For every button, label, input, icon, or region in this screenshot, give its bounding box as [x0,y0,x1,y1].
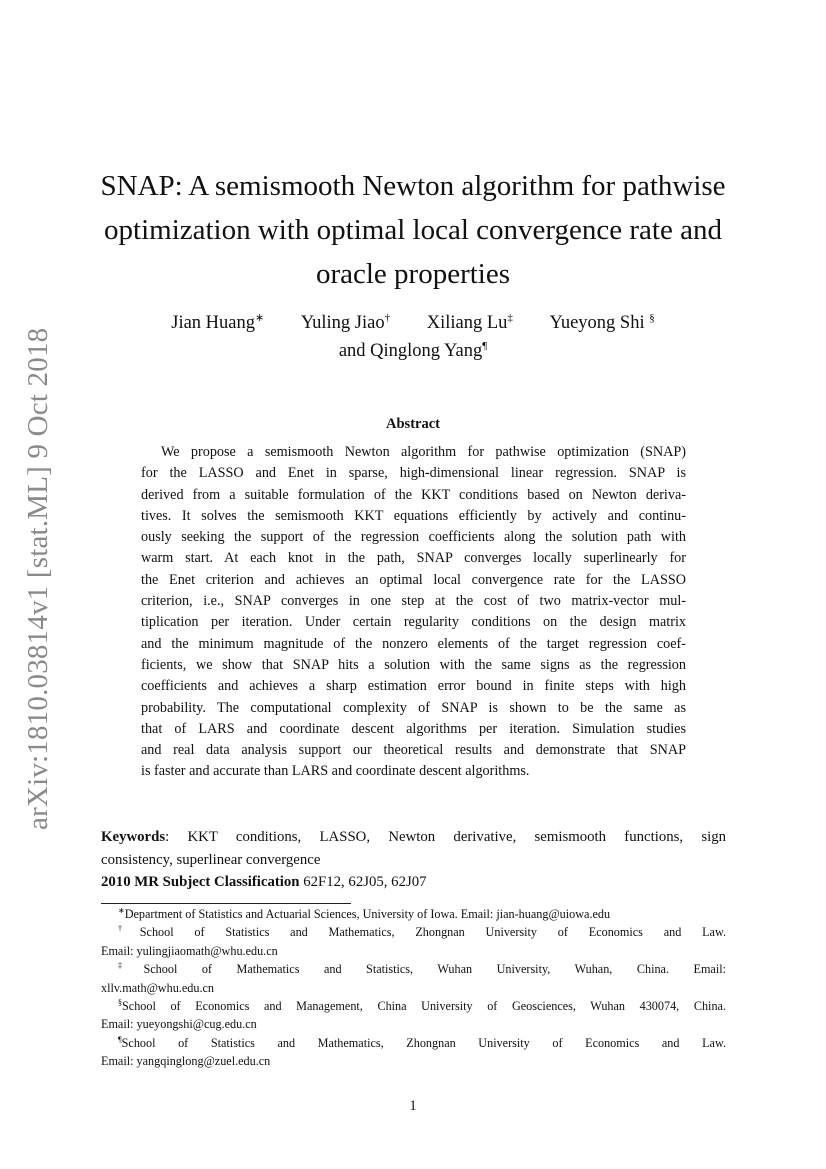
footnote-affiliation-2: †School of Statistics and Mathematics, Zhongnan University of Economics and Law. [118,924,726,940]
abstract-line: We propose a semismooth Newton algorithm for pathwise optimization (SNAP) [161,444,686,460]
abstract-line: tives. It solves the semismooth KKT equations efficiently by actively and continu- [141,507,686,524]
abstract-line: and the minimum magnitude of the nonzero elements of the target regression coef- [141,635,686,652]
keywords-list: : KKT conditions, LASSO, Newton derivative, semismooth functions, sign [165,829,726,845]
abstract-line: ously seeking the support of the regression coefficients along the solution path with [141,529,686,546]
abstract-line: probability. The computational complexity of SNAP is shown to be the same as [141,699,686,716]
title-line: oracle properties [315,258,511,290]
footnote-affiliation-1: ∗Department of Statistics and Actuarial Sciences, University of Iowa. Email: jian-huang@uiowa.edu [118,905,611,921]
author-jian-huang: Jian Huang∗ [171,311,265,333]
msc-codes: 62F12, 62J05, 62J07 [299,874,427,890]
keywords-section [101,826,726,872]
footnote-affiliation-4: §School of Economics and Management, China University of Geosciences, Wuhan 430074, China. [118,997,726,1014]
keywords-label: Keywords [101,829,166,845]
footnote-affiliation-3: ‡School of Mathematics and Statistics, Wuhan University, Wuhan, China. Email: [118,961,726,977]
footnotes [101,905,726,1071]
arxiv-identifier-stamp: arXiv:1810.03814v1 [stat.ML] 9 Oct 2018 [21,327,54,830]
abstract-line: coefficients and achieves a sharp estimation error bound in finite steps with high [141,678,686,695]
abstract-text [141,442,686,783]
title-line: optimization with optimal local convergence rate and [104,214,722,246]
abstract-heading: Abstract [386,416,440,432]
footnote-email-2: Email: yulingjiaomath@whu.edu.cn [101,943,278,958]
author-list [90,309,736,365]
paper-title [90,164,736,296]
footnote-email-3: xllv.math@whu.edu.cn [101,980,214,995]
author-qinglong-yang: and Qinglong Yang¶ [338,339,488,361]
abstract-line: ficients, we show that SNAP hits a solution with the same signs as the regression [141,656,686,673]
msc-classification [101,874,427,891]
title-line: SNAP: A semismooth Newton algorithm for pathwise [100,170,726,202]
msc-label: 2010 MR Subject Classification [101,874,300,890]
abstract-line: and real data analysis support our theoretical results and demonstrate that SNAP [141,742,686,759]
footnote-divider [101,903,351,904]
abstract-line: is faster and accurate than LARS and coordinate descent algorithms. [141,763,530,780]
author-yuling-jiao: Yuling Jiao† [300,311,391,333]
footnote-affiliation-5: ¶School of Statistics and Mathematics, Zhongnan University of Economics and Law. [118,1034,726,1050]
page-number: 1 [409,1098,417,1114]
author-yueyong-shi: Yueyong Shi § [549,311,655,333]
abstract-line: criterion, i.e., SNAP converges in one step at the cost of two matrix-vector mul- [141,593,686,610]
abstract-line: that of LARS and coordinate descent algorithms per iteration. Simulation studies [141,720,686,737]
footnote-email-4: Email: yueyongshi@cug.edu.cn [101,1017,257,1032]
abstract-line: tiplication per iteration. Under certain regularity conditions on the design matrix [141,614,686,631]
abstract-line: warm start. At each knot in the path, SNAP converges locally superlinearly for [141,550,686,567]
footnote-email-5: Email: yangqinglong@zuel.edu.cn [101,1054,271,1069]
abstract-line: derived from a suitable formulation of the KKT conditions based on Newton deriva- [141,486,686,503]
abstract-line: for the LASSO and Enet in sparse, high-dimensional linear regression. SNAP is [141,465,686,482]
author-xiliang-lu: Xiliang Lu‡ [426,311,513,333]
abstract-line: the Enet criterion and achieves an optimal local convergence rate for the LASSO [141,571,686,588]
keywords-list-continued: consistency, superlinear convergence [101,852,321,868]
